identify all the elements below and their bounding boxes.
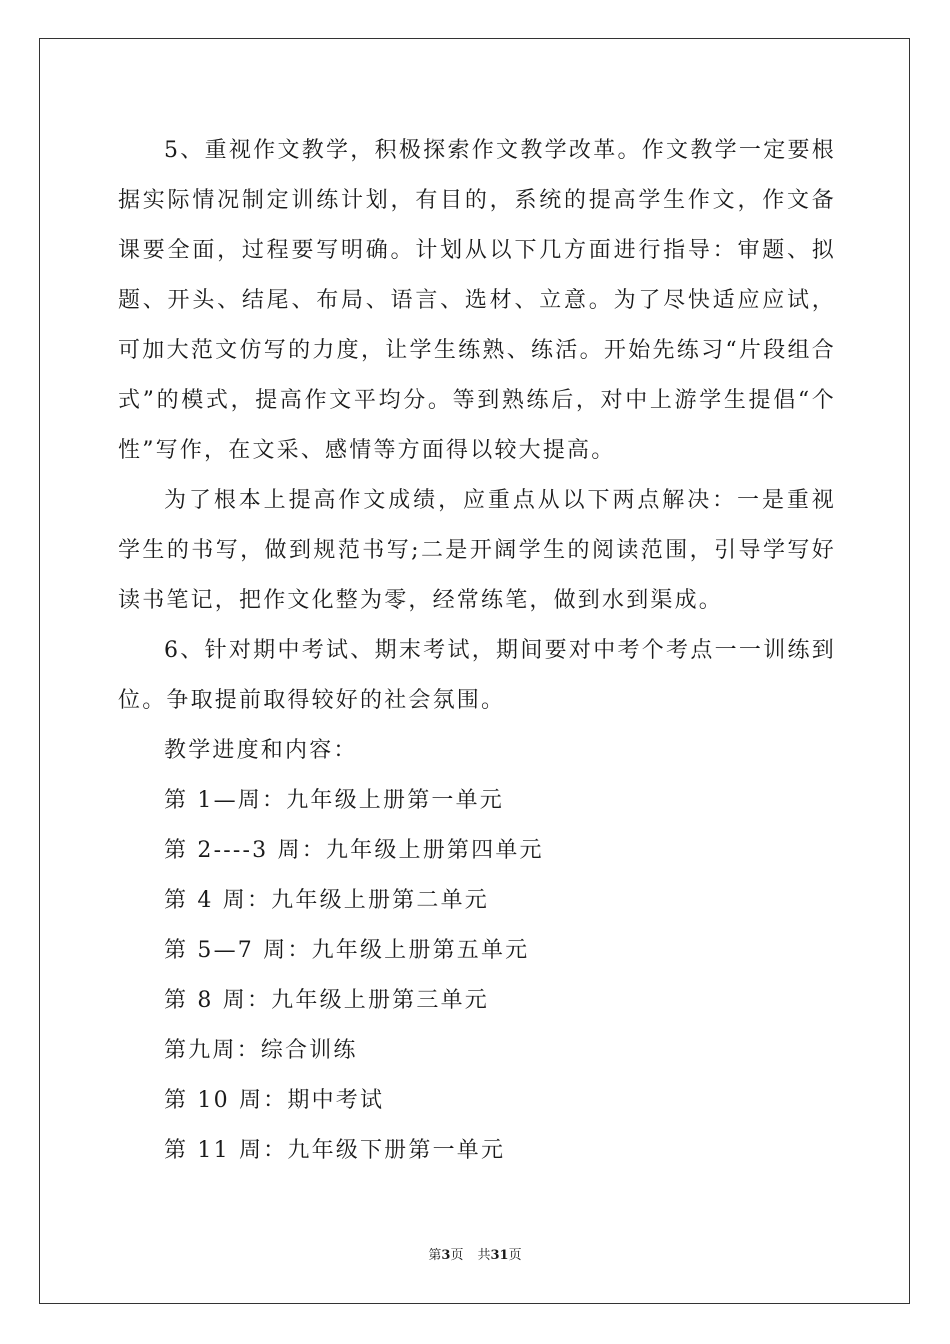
paragraph-composition-scores: 为了根本上提高作文成绩，应重点从以下两点解决：一是重视学生的书写，做到规范书写;二是开阔学生的阅读范围，引导学写好读书笔记，把作文化整为零，经常练笔，做到水到渠成。	[118, 488, 836, 613]
page-footer	[0, 1247, 950, 1265]
schedule-item: 第 1—周：九年级上册第一单元	[164, 788, 504, 813]
schedule-item: 第 4 周：九年级上册第二单元	[164, 888, 489, 913]
schedule-heading: 教学进度和内容：	[164, 738, 358, 763]
document-body	[118, 126, 836, 1176]
paragraph-composition-teaching: 5、重视作文教学，积极探索作文教学改革。作文教学一定要根据实际情况制定训练计划，有目的，系统的提高学生作文，作文备课要全面，过程要写明确。计划从以下几方面进行指导：审题、拟题、开头、结尾、布局、语言、选材、立意。为了尽快适应应试，可加大范文仿写的力度，让学生练熟、练活。开始先练习“片段组合式”的模式，提高作文平均分。等到熟练后，对中上游学生提倡“个性”写作，在文采、感情等方面得以较大提高。	[118, 138, 836, 463]
schedule-item: 第 5—7 周：九年级上册第五单元	[164, 938, 530, 963]
paragraph-exam-training: 6、针对期中考试、期末考试，期间要对中考个考点一一训练到位。争取提前取得较好的社会氛围。	[118, 638, 836, 713]
schedule-item: 第 11 周：九年级下册第一单元	[164, 1138, 506, 1163]
page-total: 共31页	[477, 1248, 522, 1263]
schedule-item: 第 10 周：期中考试	[164, 1088, 385, 1113]
schedule-item: 第 2----3 周：九年级上册第四单元	[164, 838, 544, 863]
schedule-item: 第 8 周：九年级上册第三单元	[164, 988, 489, 1013]
schedule-item: 第九周：综合训练	[164, 1038, 358, 1063]
page-number: 第3页	[428, 1248, 464, 1263]
